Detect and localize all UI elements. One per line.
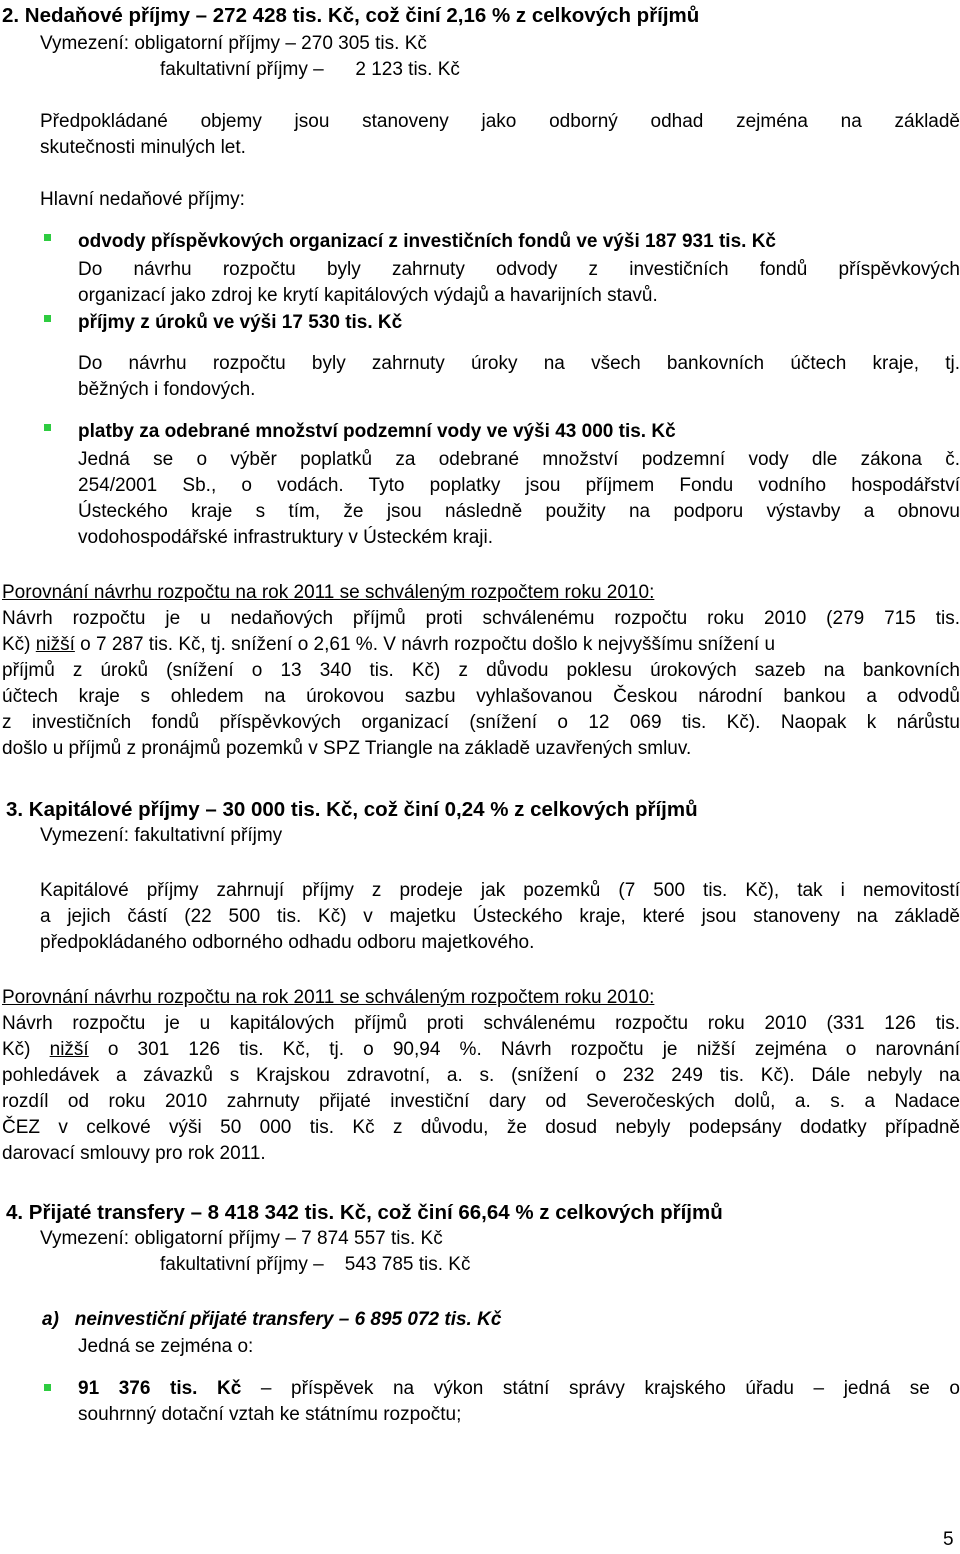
bullet-text-line: souhrnný dotační vztah ke státnímu rozpočtu; (78, 1404, 462, 1425)
paragraph-line: a jejich částí (22 500 tis. Kč) v majetku Ústeckého kraje, které jsou stanoveny na základě (40, 906, 960, 927)
subsection-a-intro: Jedná se zejména o: (78, 1336, 254, 1357)
bullet-icon (44, 1384, 51, 1391)
comparison-line: ČEZ v celkové výši 50 000 tis. Kč z důvodu, že dosud nebyly podepsány dodatky případně (2, 1117, 960, 1138)
section-4-heading: 4. Přijaté transfery – 8 418 342 tis. Kč, což činí 66,64 % z celkových příjmů (6, 1201, 723, 1224)
bullet-text-line: organizací jako zdroj ke krytí kapitálových výdajů a havarijních stavů. (78, 285, 658, 306)
section-4-scope-obligatory: Vymezení: obligatorní příjmy – 7 874 557 tis. Kč (40, 1228, 443, 1249)
bullet-icon (44, 424, 51, 431)
comparison-line: Kč) nižší o 7 287 tis. Kč, tj. snížení o 2,61 %. V návrh rozpočtu došlo k nejvyššímu snížení u (2, 634, 776, 655)
paragraph-line: Kapitálové příjmy zahrnují příjmy z prodeje jak pozemků (7 500 tis. Kč), tak i nemovitostí (40, 880, 960, 901)
comparison-line: Návrh rozpočtu je u nedaňových příjmů proti schválenému rozpočtu roku 2010 (279 715 tis. (2, 608, 960, 629)
bullet-text-line: Ústeckého kraje s tím, že jsou následně použity na podporu výstavby a obnovu (78, 501, 960, 522)
paragraph-line: předpokládaného odborného odhadu odboru majetkového. (40, 932, 535, 953)
comparison-line: příjmů z úroků (snížení o 13 340 tis. Kč) z důvodu poklesu úrokových sazeb na bankovních (2, 660, 960, 681)
bullet-icon (44, 234, 51, 241)
section-2-scope-optional: fakultativní příjmy – 2 123 tis. Kč (160, 59, 460, 80)
bullet-text-line: 254/2001 Sb., o vodách. Tyto poplatky jsou příjmem Fondu vodního hospodářství (78, 475, 960, 496)
comparison-line: rozdíl od roku 2010 zahrnuty přijaté investiční dary od Severočeských dolů, a. s. a Nadace (2, 1091, 960, 1112)
comparison-title: Porovnání návrhu rozpočtu na rok 2011 se schváleným rozpočtem roku 2010: (2, 582, 655, 603)
section-3-scope: Vymezení: fakultativní příjmy (40, 825, 283, 846)
main-income-label: Hlavní nedaňové příjmy: (40, 189, 245, 210)
bullet-title: příjmy z úroků ve výši 17 530 tis. Kč (78, 312, 403, 333)
paragraph-line: Předpokládané objemy jsou stanoveny jako odborný odhad zejména na základě (40, 111, 960, 132)
bullet-icon (44, 315, 51, 322)
comparison-line: darovací smlouvy pro rok 2011. (2, 1143, 266, 1164)
bullet-text-line: běžných i fondových. (78, 379, 256, 400)
bullet-title: odvody příspěvkových organizací z investičních fondů ve výši 187 931 tis. Kč (78, 231, 776, 252)
subsection-a-heading: a) neinvestiční přijaté transfery – 6 895 072 tis. Kč (42, 1309, 502, 1330)
comparison-line: Kč) nižší o 301 126 tis. Kč, tj. o 90,94 %. Návrh rozpočtu je nižší zejména o narovnání (2, 1039, 960, 1060)
bullet-text-line: Do návrhu rozpočtu byly zahrnuty odvody z investičních fondů příspěvkových (78, 259, 960, 280)
section-4-scope-optional: fakultativní příjmy – 543 785 tis. Kč (160, 1254, 471, 1275)
comparison-line: došlo u příjmů z pronájmů pozemků v SPZ Triangle na základě uzavřených smluv. (2, 738, 692, 759)
bullet-text-line: Do návrhu rozpočtu byly zahrnuty úroky na všech bankovních účtech kraje, tj. (78, 353, 960, 374)
comparison-line: Návrh rozpočtu je u kapitálových příjmů proti schválenému rozpočtu roku 2010 (331 126 tis. (2, 1013, 960, 1034)
section-2-heading: 2. Nedaňové příjmy – 272 428 tis. Kč, což činí 2,16 % z celkových příjmů (2, 4, 700, 27)
comparison-line: pohledávek a závazků s Krajskou zdravotní, a. s. (snížení o 232 249 tis. Kč). Dále nebyly na (2, 1065, 960, 1086)
bullet-text-line: 91 376 tis. Kč – příspěvek na výkon státní správy krajského úřadu – jedná se o (78, 1378, 960, 1399)
bullet-text-line: vodohospodářské infrastruktury v Ústeckém kraji. (78, 527, 493, 548)
page-number: 5 (943, 1529, 954, 1550)
section-2-scope-obligatory: Vymezení: obligatorní příjmy – 270 305 tis. Kč (40, 33, 427, 54)
section-3-heading: 3. Kapitálové příjmy – 30 000 tis. Kč, což činí 0,24 % z celkových příjmů (6, 798, 698, 821)
paragraph-line: skutečnosti minulých let. (40, 137, 246, 158)
comparison-line: účtech kraje s ohledem na úrokovou sazbu vyhlašovanou Českou národní bankou a odvodů (2, 686, 960, 707)
bullet-text-line: Jedná se o výběr poplatků za odebrané množství podzemní vody dle zákona č. (78, 449, 960, 470)
bullet-title: platby za odebrané množství podzemní vody ve výši 43 000 tis. Kč (78, 421, 676, 442)
comparison-title: Porovnání návrhu rozpočtu na rok 2011 se schváleným rozpočtem roku 2010: (2, 987, 655, 1008)
comparison-line: z investičních fondů příspěvkových organizací (snížení o 12 069 tis. Kč). Naopak k nárůstu (2, 712, 960, 733)
